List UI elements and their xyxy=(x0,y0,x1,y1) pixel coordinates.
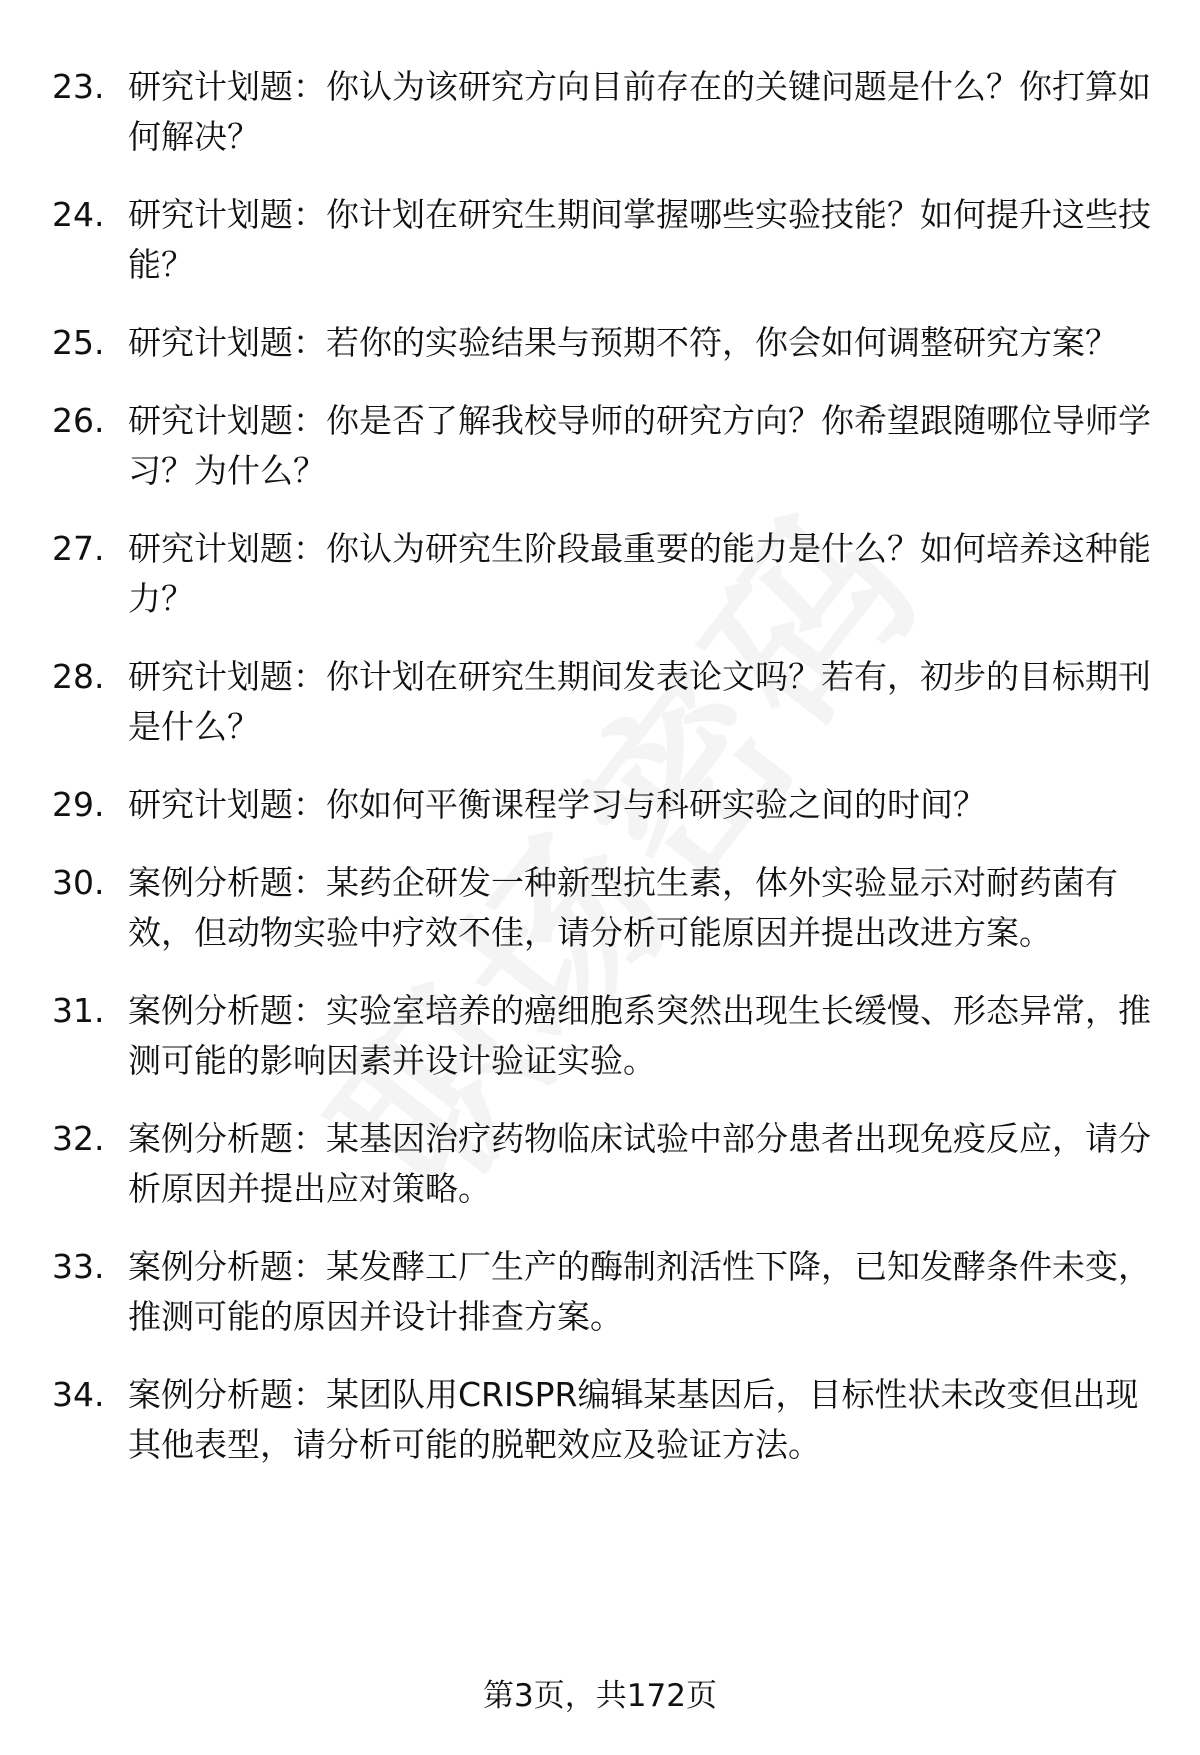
question-number: 34. xyxy=(52,1375,105,1414)
question-item xyxy=(52,652,1162,752)
question-item xyxy=(52,190,1162,290)
question-number: 26. xyxy=(52,401,105,440)
question-item xyxy=(52,1114,1162,1214)
question-number: 29. xyxy=(52,785,105,824)
question-text: 研究计划题：你是否了解我校导师的研究方向？你希望跟随哪位导师学习？为什么？ xyxy=(128,401,1151,490)
question-number: 31. xyxy=(52,991,105,1030)
question-number: 23. xyxy=(52,67,105,106)
question-item xyxy=(52,396,1162,496)
question-number: 24. xyxy=(52,195,105,234)
question-text: 案例分析题：实验室培养的癌细胞系突然出现生长缓慢、形态异常，推测可能的影响因素并设计验证实验。 xyxy=(128,991,1151,1080)
question-number: 30. xyxy=(52,863,105,902)
question-number: 28. xyxy=(52,657,105,696)
question-text: 案例分析题：某基因治疗药物临床试验中部分患者出现免疫反应，请分析原因并提出应对策略。 xyxy=(128,1119,1151,1208)
question-list xyxy=(52,62,1162,1498)
question-item xyxy=(52,62,1162,162)
question-text: 研究计划题：若你的实验结果与预期不符，你会如何调整研究方案？ xyxy=(128,323,1118,362)
question-item xyxy=(52,780,1162,830)
question-text: 研究计划题：你认为研究生阶段最重要的能力是什么？如何培养这种能力？ xyxy=(128,529,1151,618)
question-item xyxy=(52,1242,1162,1342)
question-item xyxy=(52,986,1162,1086)
question-number: 32. xyxy=(52,1119,105,1158)
question-number: 33. xyxy=(52,1247,105,1286)
question-item xyxy=(52,1370,1162,1470)
question-text: 案例分析题：某发酵工厂生产的酶制剂活性下降，已知发酵条件未变，推测可能的原因并设计排查方案。 xyxy=(128,1247,1151,1336)
question-item xyxy=(52,524,1162,624)
page-number-text: 第3页，共172页 xyxy=(483,1678,717,1714)
question-item xyxy=(52,318,1162,368)
question-text: 研究计划题：你认为该研究方向目前存在的关键问题是什么？你打算如何解决？ xyxy=(128,67,1151,156)
question-text: 研究计划题：你计划在研究生期间掌握哪些实验技能？如何提升这些技能？ xyxy=(128,195,1151,284)
page-footer xyxy=(0,1676,1200,1716)
question-text: 案例分析题：某药企研发一种新型抗生素，体外实验显示对耐药菌有效，但动物实验中疗效不佳，请分析可能原因并提出改进方案。 xyxy=(128,863,1118,952)
question-number: 25. xyxy=(52,323,105,362)
question-item xyxy=(52,858,1162,958)
question-text: 研究计划题：你计划在研究生期间发表论文吗？若有，初步的目标期刊是什么？ xyxy=(128,657,1151,746)
question-text: 案例分析题：某团队用CRISPR编辑某基因后，目标性状未改变但出现其他表型，请分析可能的脱靶效应及验证方法。 xyxy=(128,1375,1139,1464)
question-number: 27. xyxy=(52,529,105,568)
question-text: 研究计划题：你如何平衡课程学习与科研实验之间的时间？ xyxy=(128,785,986,824)
